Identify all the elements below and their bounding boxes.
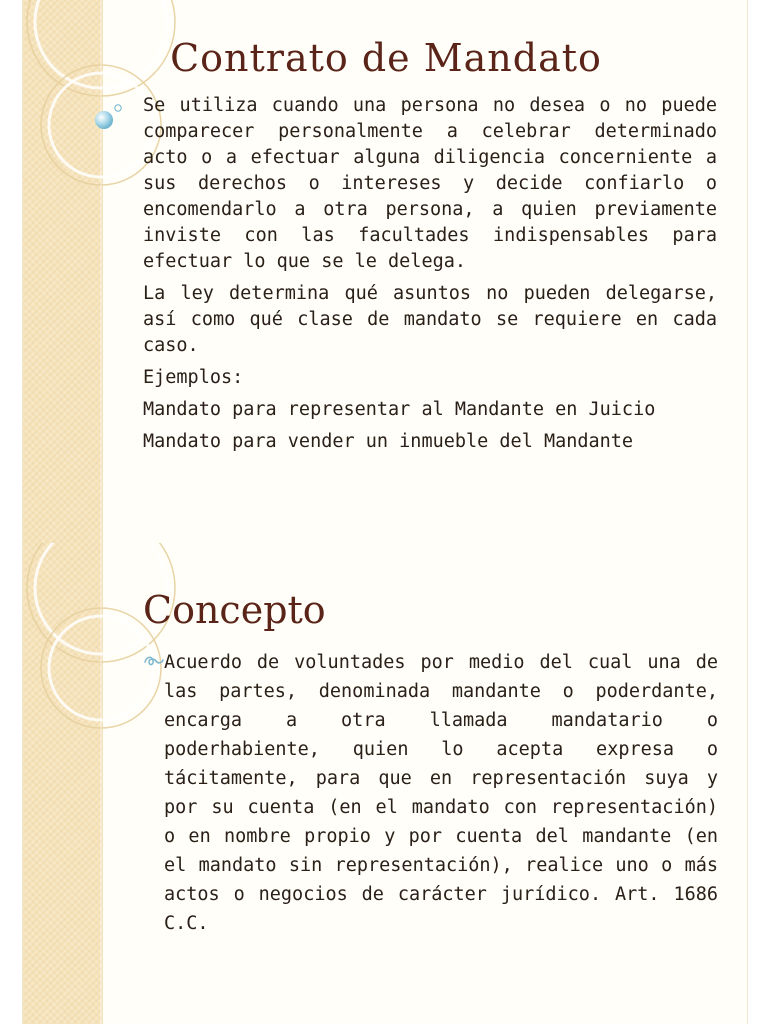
slide-1 — [22, 0, 748, 543]
slide-title: Contrato de Mandato — [170, 36, 602, 80]
decorative-stripe — [23, 0, 103, 543]
slide-body — [143, 93, 717, 461]
example-item: Mandato para representar al Mandante en Juicio — [143, 399, 656, 420]
example-item: Mandato para vender un inmueble del Mandante — [143, 431, 634, 452]
swirl-bullet-icon — [143, 651, 165, 671]
concept-paragraph: Acuerdo de voluntades por medio del cual una de las partes, denominada mandante o poderdante, encarga a otra llamada mandatario o poderhabiente, quien lo acepta expresa o tácitamente, para que en representación suya y por su cuenta (en el mandato con representación) o en nombre propio y por cuenta del mandante (en el mandato sin representación), realice uno o más actos o negocios de carácter jurídico. Art. 1686 C.C. — [164, 652, 718, 934]
paragraph-law: La ley determina qué asuntos no pueden delegarse, así como qué clase de mandato se requiere en cada caso. — [143, 283, 717, 356]
slide-2 — [22, 543, 748, 1024]
decorative-stripe — [23, 543, 103, 1024]
slide-title: Concepto — [143, 588, 326, 632]
examples-label: Ejemplos: — [143, 367, 244, 388]
paragraph-usage: Se utiliza cuando una persona no desea o no puede comparecer personalmente a celebrar determinado acto o a efectuar alguna diligencia concerniente a sus derechos o intereses y decide confiarlo o encomendarlo a otra persona, a quien previamente inviste con las facultades indispensables para efectuar lo que se le delega. — [143, 95, 717, 272]
